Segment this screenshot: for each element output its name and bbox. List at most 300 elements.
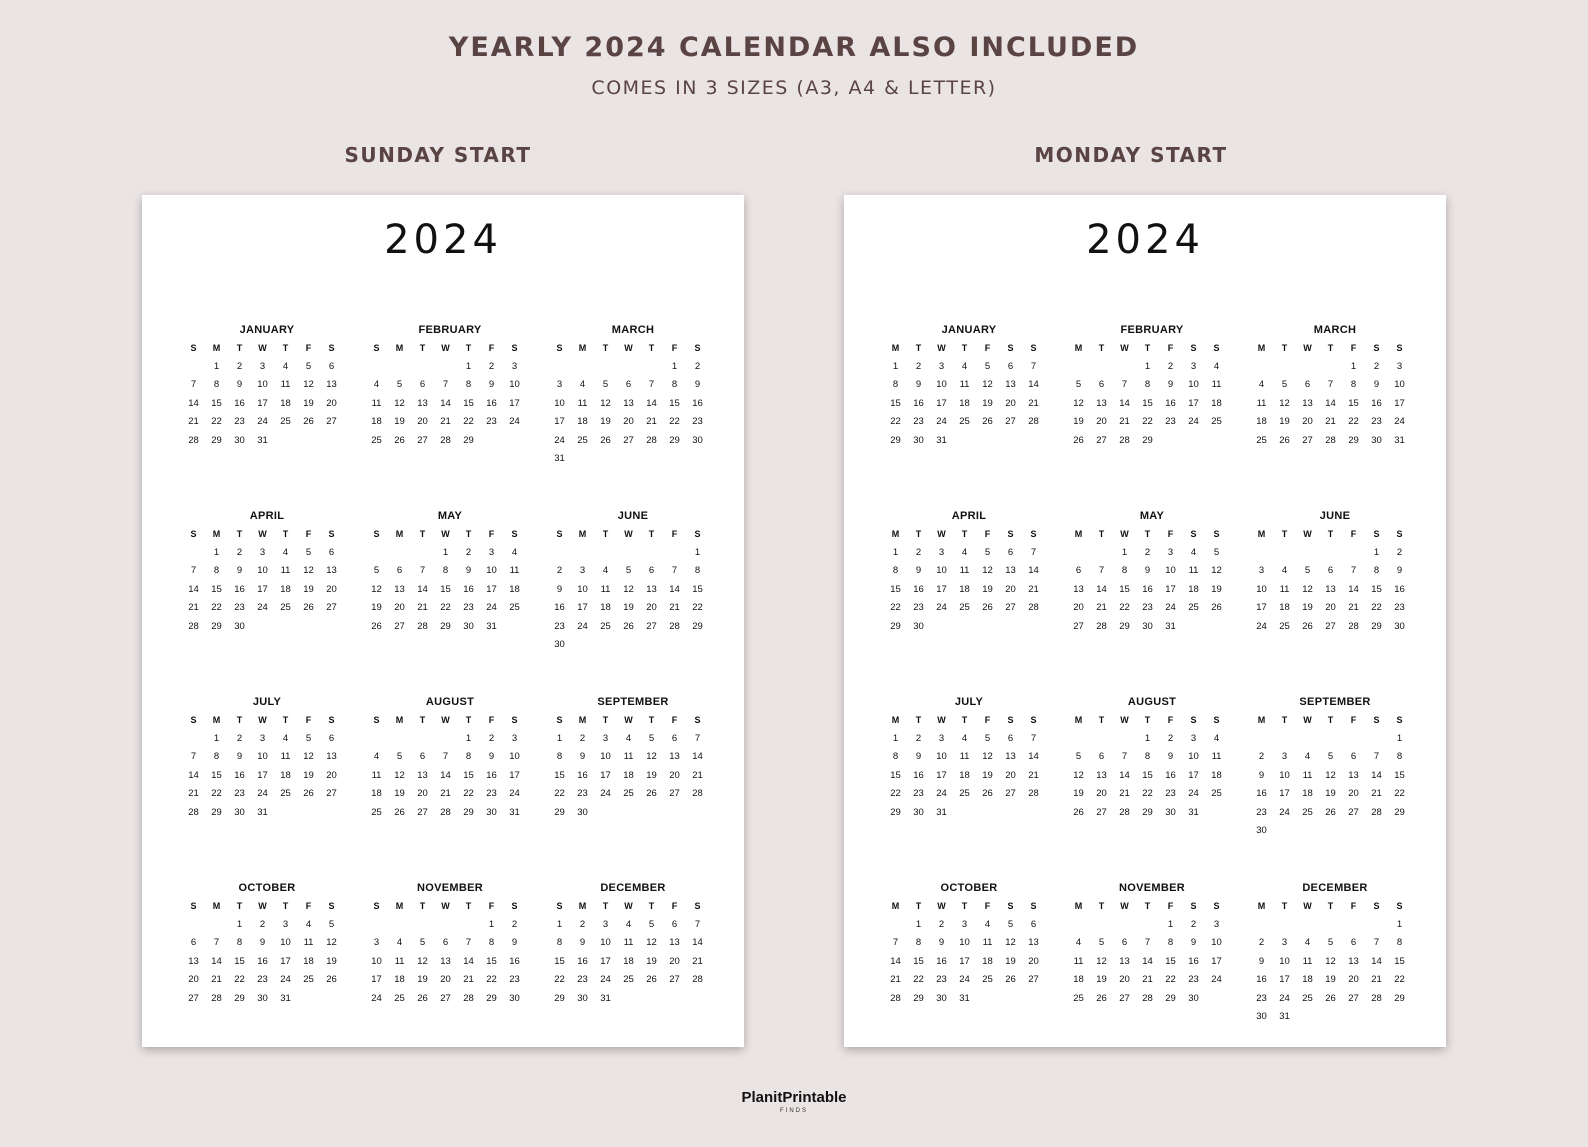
day-cell: 7 bbox=[1144, 937, 1151, 948]
day-cell: 3 bbox=[602, 918, 609, 930]
day-cell: 25 bbox=[577, 434, 588, 446]
month-day-grid bbox=[182, 339, 352, 450]
empty-cell bbox=[365, 730, 388, 749]
day-cell: 7 bbox=[419, 565, 426, 576]
weekday-header: T bbox=[961, 529, 968, 539]
day-cell: 2 bbox=[579, 732, 586, 744]
day-cell: 13 bbox=[1005, 565, 1016, 576]
weekday-header: M bbox=[212, 715, 221, 725]
day-cell: 11 bbox=[1188, 565, 1199, 576]
day-cell: 1 bbox=[442, 546, 449, 558]
day-cell: 1 bbox=[1144, 732, 1151, 744]
day-cell: 26 bbox=[623, 620, 634, 632]
day-cell: 31 bbox=[1394, 434, 1405, 446]
day-cell: 23 bbox=[486, 788, 497, 799]
day-cell: 9 bbox=[1373, 379, 1380, 390]
month-day-grid bbox=[548, 525, 718, 655]
day-cell: 20 bbox=[646, 602, 657, 613]
day-cell: 14 bbox=[1028, 565, 1039, 576]
weekday-header: S bbox=[190, 343, 197, 353]
day-cell: 8 bbox=[671, 379, 678, 390]
day-cell: 11 bbox=[280, 379, 291, 390]
day-cell: 3 bbox=[1396, 360, 1403, 372]
day-cell: 17 bbox=[1211, 955, 1222, 967]
day-cell: 14 bbox=[692, 751, 703, 762]
weekday-header: S bbox=[556, 343, 563, 353]
empty-cell bbox=[594, 358, 617, 377]
day-cell: 13 bbox=[1096, 397, 1107, 409]
weekday-header: S bbox=[328, 715, 335, 725]
weekday-header: W bbox=[258, 901, 267, 911]
day-cell: 26 bbox=[646, 788, 657, 799]
day-cell: 17 bbox=[1188, 769, 1199, 781]
monday-start-label: MONDAY START bbox=[1034, 143, 1228, 167]
day-cell: 6 bbox=[1121, 937, 1128, 948]
day-cell: 20 bbox=[1005, 769, 1016, 781]
day-cell: 13 bbox=[669, 751, 680, 762]
day-cell: 4 bbox=[625, 732, 632, 744]
day-cell: 11 bbox=[509, 565, 520, 576]
day-cell: 24 bbox=[371, 992, 382, 1004]
day-cell: 29 bbox=[211, 620, 222, 632]
day-cell: 26 bbox=[982, 416, 993, 427]
day-cell: 11 bbox=[371, 397, 382, 409]
day-cell: 16 bbox=[913, 769, 924, 781]
day-cell: 9 bbox=[259, 937, 266, 948]
day-cell: 17 bbox=[936, 397, 947, 409]
day-cell: 28 bbox=[1371, 806, 1382, 818]
day-cell: 7 bbox=[465, 937, 472, 948]
month-may bbox=[1067, 507, 1237, 636]
day-cell: 17 bbox=[257, 583, 268, 595]
weekday-header: F bbox=[1350, 343, 1357, 353]
day-cell: 17 bbox=[1165, 583, 1176, 595]
day-cell: 21 bbox=[890, 974, 901, 985]
day-cell: 9 bbox=[915, 379, 922, 390]
day-cell: 23 bbox=[1165, 788, 1176, 799]
day-cell: 10 bbox=[486, 565, 497, 576]
empty-cell bbox=[1113, 916, 1136, 935]
day-cell: 21 bbox=[1325, 416, 1336, 427]
month-name: NOVEMBER bbox=[1119, 882, 1185, 894]
day-cell: 21 bbox=[1028, 583, 1039, 595]
day-cell: 3 bbox=[511, 732, 518, 744]
day-cell: 21 bbox=[188, 788, 199, 799]
day-cell: 10 bbox=[936, 379, 947, 390]
day-cell: 29 bbox=[463, 434, 474, 446]
day-cell: 22 bbox=[463, 416, 474, 427]
day-cell: 25 bbox=[959, 602, 970, 613]
day-cell: 25 bbox=[623, 788, 634, 799]
day-cell: 3 bbox=[373, 937, 380, 948]
day-cell: 2 bbox=[1167, 360, 1174, 372]
day-cell: 11 bbox=[280, 565, 291, 576]
weekday-header: S bbox=[328, 901, 335, 911]
day-cell: 26 bbox=[1325, 992, 1336, 1004]
day-cell: 7 bbox=[1373, 937, 1380, 948]
weekday-header: W bbox=[1303, 529, 1312, 539]
empty-cell bbox=[571, 544, 594, 563]
day-cell: 5 bbox=[1075, 379, 1082, 390]
day-cell: 29 bbox=[1165, 992, 1176, 1004]
day-cell: 23 bbox=[1371, 416, 1382, 427]
day-cell: 8 bbox=[465, 751, 472, 762]
day-cell: 24 bbox=[936, 788, 947, 799]
day-cell: 1 bbox=[892, 546, 899, 558]
day-cell: 24 bbox=[1256, 620, 1267, 632]
empty-cell bbox=[1067, 358, 1090, 377]
empty-cell bbox=[434, 730, 457, 749]
day-cell: 2 bbox=[938, 918, 945, 930]
month-day-grid bbox=[884, 897, 1054, 1008]
day-cell: 24 bbox=[936, 416, 947, 427]
weekday-header: T bbox=[236, 715, 243, 725]
day-cell: 12 bbox=[600, 397, 611, 409]
weekday-header: S bbox=[1030, 901, 1037, 911]
day-cell: 13 bbox=[1073, 583, 1084, 595]
day-cell: 24 bbox=[486, 602, 497, 613]
day-cell: 30 bbox=[1256, 825, 1267, 836]
day-cell: 15 bbox=[1394, 955, 1405, 967]
month-name: MAY bbox=[1139, 510, 1165, 522]
empty-cell bbox=[365, 358, 388, 377]
day-cell: 2 bbox=[1373, 360, 1380, 372]
month-day-grid bbox=[365, 711, 535, 822]
day-cell: 26 bbox=[646, 974, 657, 985]
day-cell: 24 bbox=[1279, 992, 1290, 1004]
day-cell: 15 bbox=[234, 955, 245, 967]
month-february bbox=[365, 321, 535, 450]
weekday-header: W bbox=[258, 715, 267, 725]
weekday-header: F bbox=[984, 901, 991, 911]
day-cell: 25 bbox=[600, 620, 611, 632]
day-cell: 23 bbox=[257, 974, 268, 985]
day-cell: 17 bbox=[959, 955, 970, 967]
day-cell: 6 bbox=[1007, 360, 1014, 372]
day-cell: 25 bbox=[1211, 416, 1222, 427]
weekday-header: S bbox=[1213, 715, 1220, 725]
empty-cell bbox=[1250, 730, 1273, 749]
empty-cell bbox=[1319, 544, 1342, 563]
day-cell: 17 bbox=[280, 955, 291, 967]
day-cell: 11 bbox=[1279, 583, 1290, 595]
day-cell: 4 bbox=[1304, 937, 1311, 948]
day-cell: 7 bbox=[694, 918, 701, 930]
day-cell: 25 bbox=[623, 974, 634, 985]
weekday-header: T bbox=[1098, 343, 1105, 353]
day-cell: 18 bbox=[280, 769, 291, 781]
day-cell: 29 bbox=[1142, 434, 1153, 446]
day-cell: 9 bbox=[236, 565, 243, 576]
day-cell: 4 bbox=[305, 918, 312, 930]
day-cell: 18 bbox=[600, 602, 611, 613]
day-cell: 3 bbox=[488, 546, 495, 558]
day-cell: 29 bbox=[554, 992, 565, 1004]
day-cell: 21 bbox=[1119, 788, 1130, 799]
day-cell: 18 bbox=[1279, 602, 1290, 613]
day-cell: 23 bbox=[234, 416, 245, 427]
day-cell: 27 bbox=[1096, 434, 1107, 446]
day-cell: 18 bbox=[1211, 769, 1222, 781]
day-cell: 16 bbox=[554, 602, 565, 613]
day-cell: 13 bbox=[1096, 769, 1107, 781]
day-cell: 20 bbox=[1096, 416, 1107, 427]
day-cell: 30 bbox=[463, 620, 474, 632]
month-name: AUGUST bbox=[425, 696, 475, 708]
day-cell: 25 bbox=[1188, 602, 1199, 613]
day-cell: 31 bbox=[936, 434, 947, 446]
day-cell: 15 bbox=[1142, 397, 1153, 409]
weekday-header: F bbox=[671, 529, 678, 539]
empty-cell bbox=[617, 544, 640, 563]
empty-cell bbox=[182, 358, 205, 377]
day-cell: 13 bbox=[326, 379, 337, 390]
day-cell: 22 bbox=[1119, 602, 1130, 613]
month-day-grid bbox=[1067, 525, 1237, 636]
day-cell: 20 bbox=[1348, 974, 1359, 985]
day-cell: 21 bbox=[669, 602, 680, 613]
day-cell: 13 bbox=[1325, 583, 1336, 595]
day-cell: 5 bbox=[984, 360, 991, 372]
day-cell: 26 bbox=[371, 620, 382, 632]
weekday-header: S bbox=[1190, 901, 1197, 911]
day-cell: 15 bbox=[554, 955, 565, 967]
day-cell: 27 bbox=[1348, 992, 1359, 1004]
day-cell: 21 bbox=[440, 416, 451, 427]
weekday-header: S bbox=[190, 715, 197, 725]
day-cell: 28 bbox=[1371, 992, 1382, 1004]
weekday-header: M bbox=[212, 529, 221, 539]
empty-cell bbox=[1342, 730, 1365, 749]
day-cell: 20 bbox=[394, 602, 405, 613]
day-cell: 22 bbox=[890, 416, 901, 427]
day-cell: 22 bbox=[211, 416, 222, 427]
day-cell: 17 bbox=[257, 769, 268, 781]
weekday-header: T bbox=[602, 715, 609, 725]
weekday-header: T bbox=[915, 529, 922, 539]
weekday-header: T bbox=[1144, 715, 1151, 725]
day-cell: 12 bbox=[1005, 937, 1016, 948]
weekday-header: T bbox=[419, 529, 426, 539]
day-cell: 22 bbox=[890, 788, 901, 799]
day-cell: 23 bbox=[1188, 974, 1199, 985]
month-day-grid bbox=[365, 525, 535, 636]
weekday-header: F bbox=[1350, 529, 1357, 539]
weekday-header: S bbox=[694, 715, 701, 725]
day-cell: 28 bbox=[669, 620, 680, 632]
day-cell: 10 bbox=[577, 583, 588, 595]
weekday-header: W bbox=[624, 343, 633, 353]
day-cell: 6 bbox=[1098, 379, 1105, 390]
day-cell: 28 bbox=[1028, 416, 1039, 427]
weekday-header: F bbox=[305, 529, 312, 539]
weekday-header: W bbox=[441, 715, 450, 725]
weekday-header: F bbox=[488, 343, 495, 353]
weekday-header: S bbox=[373, 715, 380, 725]
month-name: MAY bbox=[437, 510, 463, 522]
day-cell: 10 bbox=[1188, 751, 1199, 762]
empty-cell bbox=[1319, 916, 1342, 935]
day-cell: 14 bbox=[1119, 769, 1130, 781]
day-cell: 10 bbox=[600, 751, 611, 762]
day-cell: 9 bbox=[938, 937, 945, 948]
day-cell: 23 bbox=[692, 416, 703, 427]
day-cell: 28 bbox=[1325, 434, 1336, 446]
day-cell: 13 bbox=[188, 955, 199, 967]
day-cell: 1 bbox=[1144, 360, 1151, 372]
day-cell: 16 bbox=[913, 583, 924, 595]
day-cell: 17 bbox=[509, 769, 520, 781]
empty-cell bbox=[1067, 544, 1090, 563]
day-cell: 3 bbox=[1281, 751, 1288, 762]
empty-cell bbox=[1273, 916, 1296, 935]
day-cell: 1 bbox=[671, 360, 678, 372]
day-cell: 23 bbox=[577, 974, 588, 985]
day-cell: 27 bbox=[417, 806, 428, 818]
day-cell: 17 bbox=[600, 769, 611, 781]
day-cell: 6 bbox=[1075, 565, 1082, 576]
day-cell: 30 bbox=[1165, 806, 1176, 818]
day-cell: 15 bbox=[554, 769, 565, 781]
day-cell: 18 bbox=[303, 955, 314, 967]
day-cell: 6 bbox=[1350, 937, 1357, 948]
day-cell: 4 bbox=[961, 732, 968, 744]
day-cell: 13 bbox=[669, 937, 680, 948]
day-cell: 26 bbox=[1302, 620, 1313, 632]
weekday-header: W bbox=[1303, 901, 1312, 911]
day-cell: 12 bbox=[303, 565, 314, 576]
day-cell: 24 bbox=[1211, 974, 1222, 985]
day-cell: 19 bbox=[303, 583, 314, 595]
day-cell: 16 bbox=[1165, 397, 1176, 409]
day-cell: 14 bbox=[188, 769, 199, 781]
empty-cell bbox=[1365, 916, 1388, 935]
day-cell: 11 bbox=[959, 751, 970, 762]
day-cell: 6 bbox=[671, 918, 678, 930]
day-cell: 16 bbox=[913, 397, 924, 409]
day-cell: 9 bbox=[556, 583, 563, 595]
day-cell: 19 bbox=[1096, 974, 1107, 985]
day-cell: 8 bbox=[1396, 937, 1403, 948]
day-cell: 5 bbox=[419, 937, 426, 948]
day-cell: 27 bbox=[1348, 806, 1359, 818]
day-cell: 18 bbox=[371, 788, 382, 799]
day-cell: 21 bbox=[463, 974, 474, 985]
month-day-grid bbox=[548, 897, 718, 1008]
empty-cell bbox=[640, 358, 663, 377]
month-september bbox=[548, 693, 718, 822]
day-cell: 25 bbox=[1302, 806, 1313, 818]
empty-cell bbox=[1067, 730, 1090, 749]
day-cell: 1 bbox=[213, 546, 220, 558]
day-cell: 20 bbox=[440, 974, 451, 985]
day-cell: 8 bbox=[892, 751, 899, 762]
day-cell: 9 bbox=[1258, 769, 1265, 781]
day-cell: 8 bbox=[556, 937, 563, 948]
day-cell: 26 bbox=[303, 416, 314, 427]
weekday-header: S bbox=[190, 529, 197, 539]
day-cell: 11 bbox=[280, 751, 291, 762]
day-cell: 31 bbox=[1279, 1011, 1290, 1022]
day-cell: 21 bbox=[188, 416, 199, 427]
day-cell: 26 bbox=[1325, 806, 1336, 818]
day-cell: 27 bbox=[1005, 788, 1016, 799]
day-cell: 17 bbox=[509, 397, 520, 409]
day-cell: 15 bbox=[913, 955, 924, 967]
day-cell: 31 bbox=[1165, 620, 1176, 632]
day-cell: 19 bbox=[394, 416, 405, 427]
weekday-header: T bbox=[419, 715, 426, 725]
day-cell: 28 bbox=[1348, 620, 1359, 632]
weekday-header: S bbox=[511, 529, 518, 539]
empty-cell bbox=[1090, 730, 1113, 749]
day-cell: 24 bbox=[1394, 416, 1405, 427]
day-cell: 27 bbox=[1073, 620, 1084, 632]
day-cell: 4 bbox=[579, 379, 586, 390]
day-cell: 7 bbox=[671, 565, 678, 576]
day-cell: 28 bbox=[1028, 602, 1039, 613]
month-day-grid bbox=[365, 897, 535, 1008]
day-cell: 4 bbox=[396, 937, 403, 948]
day-cell: 28 bbox=[646, 434, 657, 446]
month-november bbox=[365, 879, 535, 1008]
day-cell: 22 bbox=[1142, 788, 1153, 799]
weekday-header: M bbox=[1074, 343, 1083, 353]
day-cell: 3 bbox=[602, 732, 609, 744]
day-cell: 24 bbox=[280, 974, 291, 985]
day-cell: 7 bbox=[1121, 379, 1128, 390]
weekday-header: S bbox=[328, 343, 335, 353]
weekday-header: T bbox=[1281, 529, 1288, 539]
month-name: MARCH bbox=[1313, 324, 1357, 336]
day-cell: 7 bbox=[1121, 751, 1128, 762]
day-cell: 3 bbox=[1281, 937, 1288, 948]
day-cell: 30 bbox=[234, 806, 245, 818]
weekday-header: T bbox=[465, 715, 472, 725]
day-cell: 14 bbox=[1028, 751, 1039, 762]
day-cell: 27 bbox=[188, 992, 199, 1004]
day-cell: 26 bbox=[1096, 992, 1107, 1004]
day-cell: 18 bbox=[1188, 583, 1199, 595]
day-cell: 22 bbox=[554, 974, 565, 985]
day-cell: 30 bbox=[692, 434, 703, 446]
day-cell: 2 bbox=[236, 360, 243, 372]
day-cell: 28 bbox=[188, 620, 199, 632]
month-name: JULY bbox=[252, 696, 282, 708]
month-day-grid bbox=[884, 339, 1054, 450]
day-cell: 28 bbox=[1028, 788, 1039, 799]
weekday-header: T bbox=[961, 901, 968, 911]
day-cell: 20 bbox=[1005, 583, 1016, 595]
day-cell: 30 bbox=[486, 806, 497, 818]
day-cell: 5 bbox=[984, 732, 991, 744]
day-cell: 19 bbox=[982, 583, 993, 595]
day-cell: 19 bbox=[1302, 602, 1313, 613]
day-cell: 22 bbox=[1348, 416, 1359, 427]
day-cell: 5 bbox=[1327, 937, 1334, 948]
day-cell: 1 bbox=[213, 360, 220, 372]
day-cell: 4 bbox=[1258, 379, 1265, 390]
day-cell: 12 bbox=[982, 379, 993, 390]
empty-cell bbox=[434, 358, 457, 377]
day-cell: 9 bbox=[915, 565, 922, 576]
day-cell: 8 bbox=[892, 379, 899, 390]
empty-cell bbox=[411, 358, 434, 377]
empty-cell bbox=[457, 916, 480, 935]
weekday-header: F bbox=[1350, 901, 1357, 911]
day-cell: 15 bbox=[440, 583, 451, 595]
day-cell: 23 bbox=[509, 974, 520, 985]
